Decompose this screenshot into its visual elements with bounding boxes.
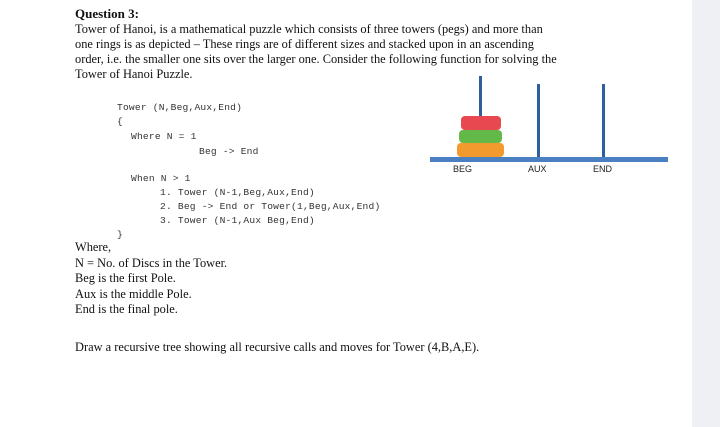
code-step-1: 1. Tower (N-1,Beg,Aux,End) — [160, 187, 315, 198]
disc-large — [457, 143, 504, 157]
code-step-3: 3. Tower (N-1,Aux Beg,End) — [160, 215, 315, 226]
peg-aux-rod — [537, 84, 540, 158]
definition-line: End is the final pole. — [75, 302, 178, 316]
peg-end-rod — [602, 84, 605, 158]
intro-line: Tower of Hanoi Puzzle. — [75, 67, 193, 81]
tower-of-hanoi-diagram — [430, 72, 670, 167]
intro-line: Tower of Hanoi, is a mathematical puzzle which consists of three towers (pegs) and more than — [75, 22, 543, 36]
definitions-heading: Where, — [75, 240, 112, 254]
disc-medium — [459, 130, 502, 143]
disc-small — [461, 116, 501, 130]
code-close-brace: } — [117, 229, 123, 240]
code-open-brace: { — [117, 116, 123, 127]
code-step-2: 2. Beg -> End or Tower(1,Beg,Aux,End) — [160, 201, 381, 212]
definition-line: N = No. of Discs in the Tower. — [75, 255, 228, 270]
question-block — [75, 6, 615, 82]
peg-label-end: END — [593, 164, 613, 174]
intro-line: order, i.e. the smaller one sits over the larger one. Consider the following function for solving the — [75, 52, 557, 66]
tower-base — [430, 157, 668, 162]
code-when-line: When N > 1 — [131, 173, 191, 184]
intro-line: one rings is as depicted – These rings are of different sizes and stacked upon in an ascending — [75, 37, 534, 51]
definition-line: Aux is the middle Pole. — [75, 286, 192, 301]
code-signature: Tower (N,Beg,Aux,End) — [117, 102, 243, 113]
code-where-line: Where N = 1 — [131, 131, 197, 142]
definition-line: Beg is the first Pole. — [75, 271, 176, 285]
task-instruction: Draw a recursive tree showing all recursive calls and moves for Tower (4,B,A,E). — [75, 340, 480, 354]
code-base-move: Beg -> End — [199, 146, 259, 157]
question-title: Question 3: — [75, 6, 139, 21]
definitions — [75, 240, 227, 318]
page-margin-strip — [692, 0, 720, 427]
peg-label-beg: BEG — [453, 164, 473, 174]
peg-label-aux: AUX — [528, 164, 547, 174]
